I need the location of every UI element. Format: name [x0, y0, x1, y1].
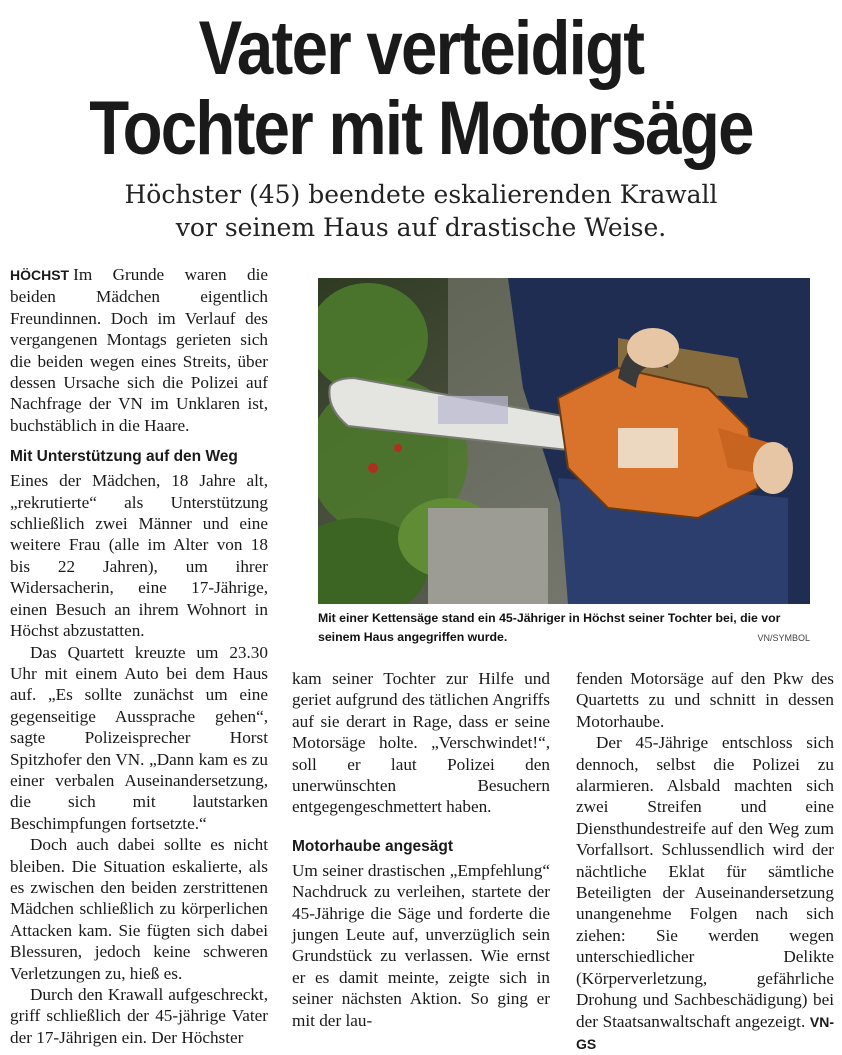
- headline-line-1: Vater verteidigt: [198, 6, 644, 91]
- paragraph-1: Eines der Mädchen, 18 Jahre alt, „rekrutierte“ als Unterstützung schließlich zwei Männer und eine weitere Frau (alle im Alter von 18 bis 22 Jahren), um ihrer Widersacherin, eine 17-Jährige, einen Besuch an ihrem Wohnort in Höchst abzustatten.: [10, 471, 268, 641]
- chainsaw-photo-illustration: [318, 278, 810, 604]
- paragraph-8-text: Der 45-Jährige entschloss sich dennoch, selbst die Polizei zu alarmieren. Alsbald machten sich zwei Streifen und eine Diensthundestreife auf den Weg zum Vorfallsort. Schlussendlich wird der nächtliche Eklat für sämtliche Beteiligten der Auseinandersetzung unangenehme Folgen nach sich ziehen: Sie werden wegen unterschiedlicher Delikte (Körperverletzung, gefährliche Drohung und Sachbeschädigung) bei der Staatsanwaltschaft angezeigt.: [576, 733, 834, 1031]
- photo-caption: Mit einer Kettensäge stand ein 45-Jähriger in Höchst seiner Tochter bei, die vor seinem Haus angegriffen wurde.: [318, 611, 781, 644]
- author-signature: VN-GS: [576, 1013, 834, 1052]
- intro-text: Im Grunde waren die beiden Mädchen eigentlich Freundinnen. Doch im Verlauf des vergangenen Montags gerieten sich die beiden wegen eines Streits, über dessen Ursache sich die Polizei auf Nachfrage der VN im Unklaren ist, buchstäblich in die Haare.: [10, 265, 268, 435]
- dateline: HÖCHST: [10, 267, 70, 283]
- paragraph-5: kam seiner Tochter zur Hilfe und geriet aufgrund des tätlichen Angriffs auf sie derart in Rage, dass er seine Motorsäge holte. „Verschwindet!“, soll er laut Polizei den unerwünschten Besuchern entgegengeschmettert haben.: [292, 669, 550, 817]
- article-column-1: [10, 264, 268, 1048]
- article-column-2: [292, 668, 550, 1031]
- paragraph-6: Um seiner drastischen „Empfehlung“ Nachdruck zu verleihen, startete der 45-Jährige die Säge und forderte die jungen Leute auf, unverzüglich sein Grundstück zu verlassen. Wie ernst er es damit meinte, zeigte sich in seiner nächsten Aktion. So ging er mit der lau-: [292, 860, 550, 1030]
- paragraph-4: Durch den Krawall aufgeschreckt, griff schließlich der 45-jährige Vater der 17-Jährigen ein. Der Höchster: [10, 985, 268, 1047]
- subhead-hood: Motorhaube angesägt: [292, 837, 454, 855]
- intro-paragraph: [10, 264, 268, 436]
- subheadline-line-2: vor seinem Haus auf drastische Weise.: [175, 213, 667, 242]
- headline-line-2: Tochter mit Motorsäge: [89, 86, 753, 171]
- subheadline-line-1: Höchster (45) beendete eskalierenden Krawall: [124, 180, 718, 209]
- article-column-3: [576, 668, 834, 1055]
- paragraph-8: [576, 732, 834, 1055]
- photo-credit: VN/SYMBOL: [757, 633, 810, 643]
- paragraph-2: Das Quartett kreuzte um 23.30 Uhr mit einem Auto bei dem Haus auf. „Es sollte zunächst um eine gegenseitige Aussprache gehen“, sagte Polizeisprecher Horst Spitzhofer den VN. „Dann kam es zu einer verbalen Auseinandersetzung, die sich mit lautstarken Beschimpfungen fortsetzte.“: [10, 642, 268, 833]
- paragraph-3: Doch auch dabei sollte es nicht bleiben. Die Situation eskalierte, als es zwischen den beiden zerstrittenen Mädchen schließlich zu körperlichen Attacken kam. Sie fügten sich dabei Blessuren, jedoch keine schweren Verletzungen zu, hieß es.: [10, 835, 268, 983]
- chainsaw-photo: [318, 278, 810, 604]
- paragraph-7: fenden Motorsäge auf den Pkw des Quartetts zu und schnitt in dessen Motorhaube.: [576, 669, 834, 731]
- subhead-support: Mit Unterstützung auf den Weg: [10, 448, 238, 466]
